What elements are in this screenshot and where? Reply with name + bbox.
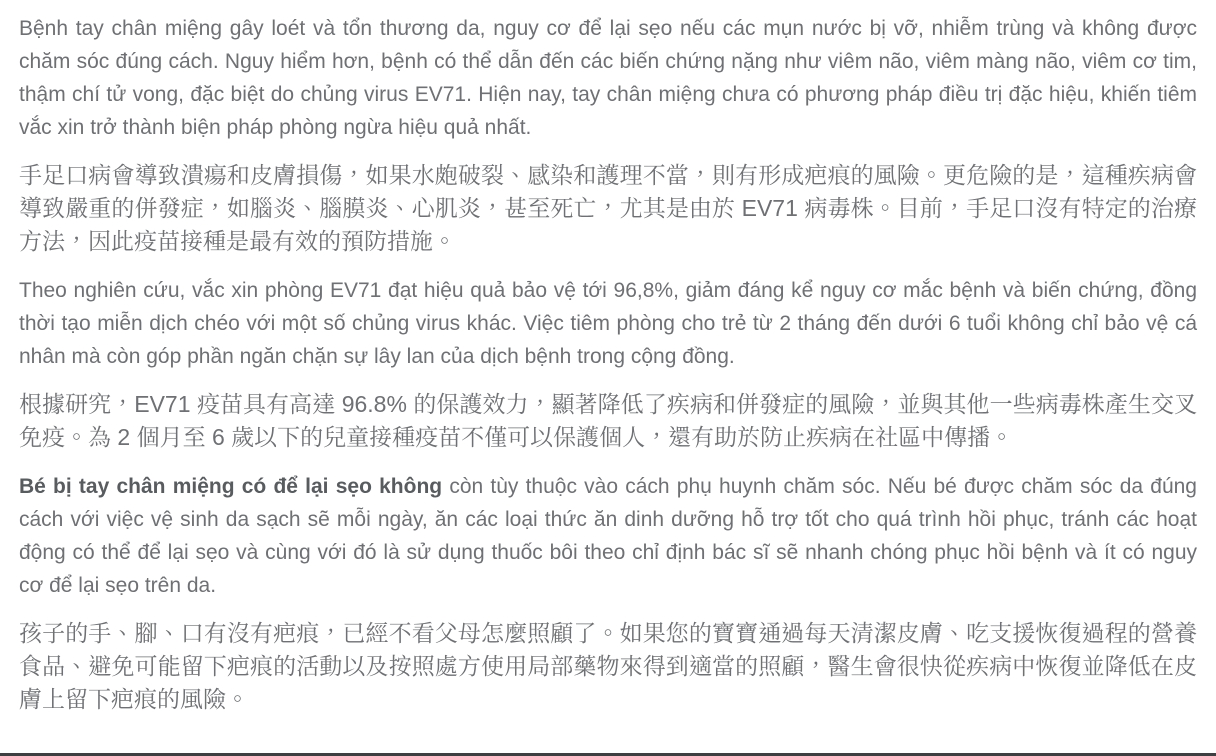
paragraph-body-text: còn tùy thuộc vào cách phụ huynh chăm sóc. Nếu bé được chăm sóc da đúng cách với việc vệ sinh da sạch sẽ mỗi ngày, ăn các loại thức ăn dinh dưỡng hỗ trợ tốt cho quá trình hồi phục, tránh các hoạt động có thể để lại sẹo và cùng với đó là sử dụng thuốc bôi theo chỉ định bác sĩ sẽ nhanh chóng phục hồi bệnh và ít có nguy cơ để lại sẹo trên da. bbox=[19, 475, 1197, 597]
paragraph-chinese-1: 手足口病會導致潰瘍和皮膚損傷，如果水皰破裂、感染和護理不當，則有形成疤痕的風險。更危險的是，這種疾病會導致嚴重的併發症，如腦炎、腦膜炎、心肌炎，甚至死亡，尤其是由於 EV71 病毒株。目前，手足口沒有特定的治療方法，因此疫苗接種是最有效的預防措施。 bbox=[19, 162, 1197, 254]
paragraph-chinese-2: 根據研究，EV71 疫苗具有高達 96.8% 的保護效力，顯著降低了疾病和併發症的風險，並與其他一些病毒株產生交叉免疫。為 2 個月至 6 歲以下的兒童接種疫苗不僅可以保護個人，還有助於防止疾病在社區中傳播。 bbox=[19, 391, 1197, 450]
paragraph-vietnamese-3 bbox=[19, 470, 1197, 602]
paragraph-chinese-3: 孩子的手、腳、口有沒有疤痕，已經不看父母怎麼照顧了。如果您的寶寶通過每天清潔皮膚、吃支援恢復過程的營養食品、避免可能留下疤痕的活動以及按照處方使用局部藥物來得到適當的照顧，醫生會很快從疾病中恢復並降低在皮膚上留下疤痕的風險。 bbox=[19, 620, 1197, 712]
paragraph-vietnamese-2: Theo nghiên cứu, vắc xin phòng EV71 đạt hiệu quả bảo vệ tới 96,8%, giảm đáng kể nguy cơ mắc bệnh và biến chứng, đồng thời tạo miễn dịch chéo với một số chủng virus khác. Việc tiêm phòng cho trẻ từ 2 tháng đến dưới 6 tuổi không chỉ bảo vệ cá nhân mà còn góp phần ngăn chặn sự lây lan của dịch bệnh trong cộng đồng. bbox=[19, 279, 1197, 368]
paragraph-bold-lead: Bé bị tay chân miệng có để lại sẹo không bbox=[19, 475, 443, 498]
paragraph-vietnamese-1: Bệnh tay chân miệng gây loét và tổn thương da, nguy cơ để lại sẹo nếu các mụn nước bị vỡ, nhiễm trùng và không được chăm sóc đúng cách. Nguy hiểm hơn, bệnh có thể dẫn đến các biến chứng nặng như viêm não, viêm màng não, viêm cơ tim, thậm chí tử vong, đặc biệt do chủng virus EV71. Hiện nay, tay chân miệng chưa có phương pháp điều trị đặc hiệu, khiến tiêm vắc xin trở thành biện pháp phòng ngừa hiệu quả nhất. bbox=[19, 17, 1197, 139]
